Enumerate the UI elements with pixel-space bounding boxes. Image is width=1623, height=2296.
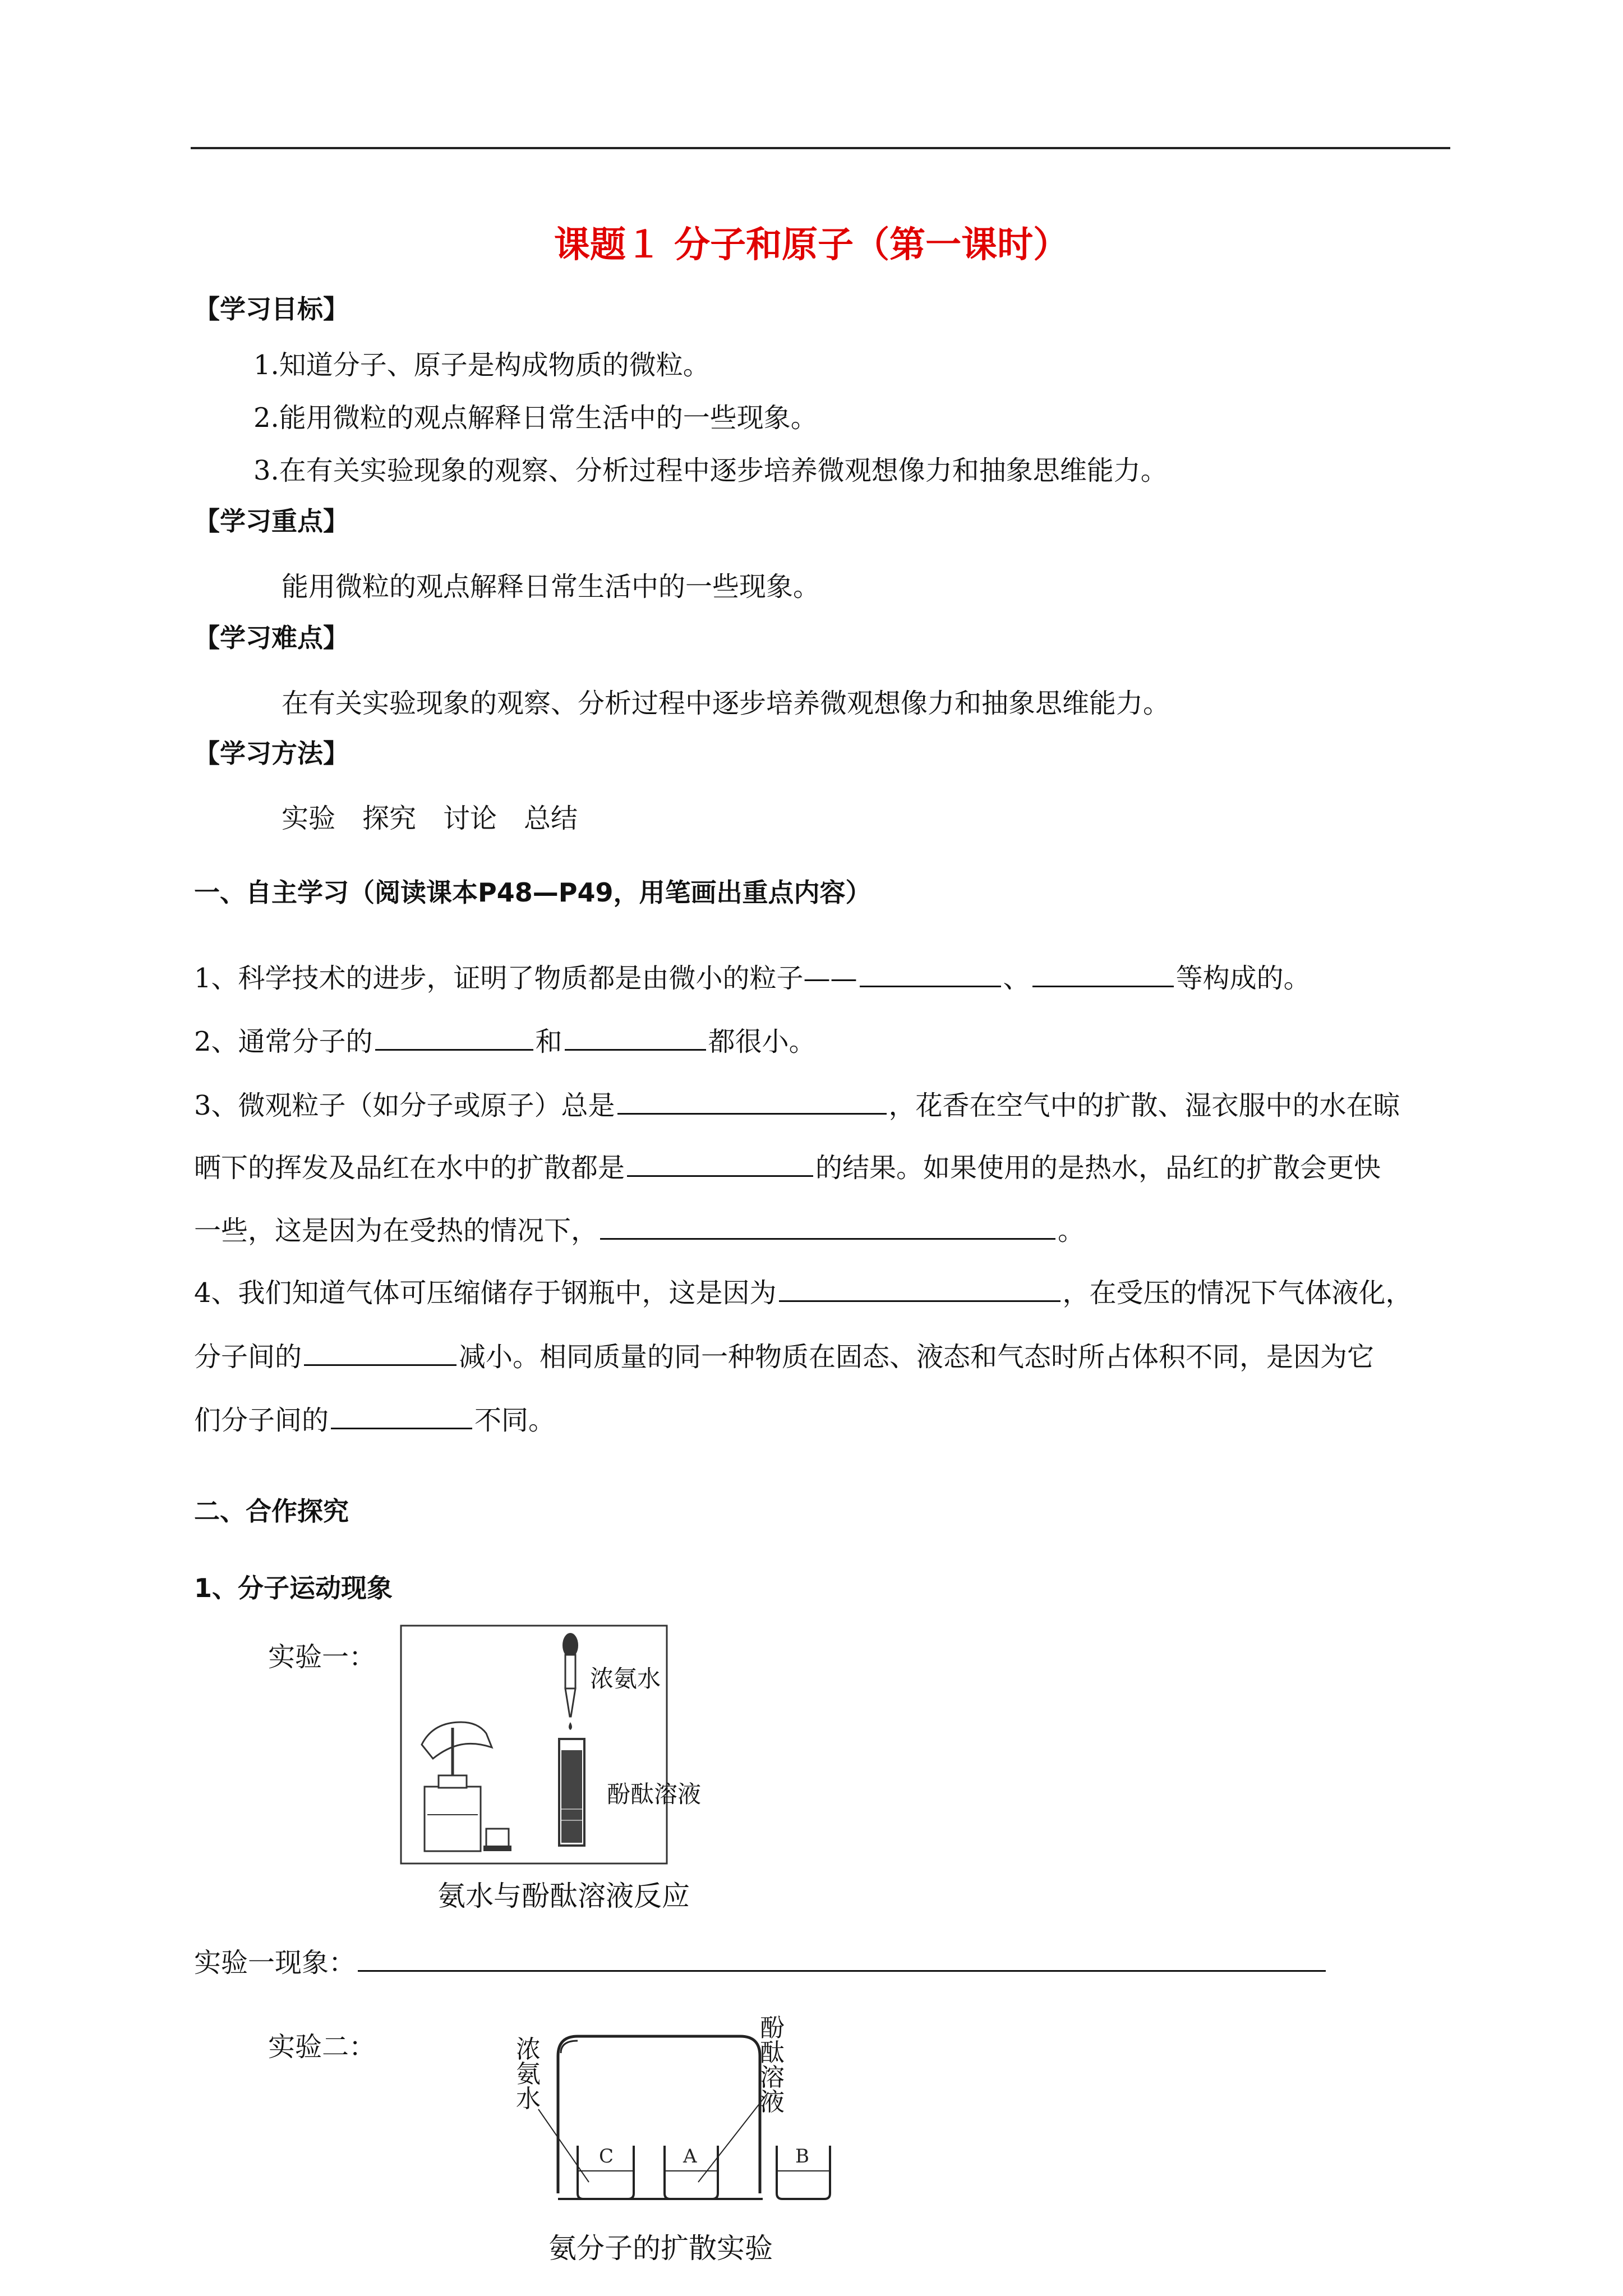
- method-header: 【学习方法】: [194, 738, 349, 769]
- goal-2: 2.能用微粒的观点解释日常生活中的一些现象。: [253, 402, 818, 434]
- exp1-caption: 氨水与酚酞溶液反应: [437, 1880, 690, 1912]
- goals-header: 【学习目标】: [194, 294, 349, 324]
- q1-blank-1[interactable]: [860, 960, 1001, 987]
- question-1: 1、科学技术的进步，证明了物质都是由微小的粒子—— 、 等构成的。: [194, 956, 1311, 995]
- page-title: 课题１ 分子和原子（第一课时）: [554, 224, 1069, 266]
- method-text: 实验 探究 讨论 总结: [282, 803, 578, 834]
- exp1-label-phenolphthalein: 酚酞溶液: [607, 1780, 702, 1808]
- q1-blank-2[interactable]: [1032, 960, 1174, 987]
- exp2-figure: [505, 2014, 852, 2221]
- exp2-ammonia-char-3: 水: [516, 2085, 541, 2113]
- q2-blank-1[interactable]: [375, 1023, 533, 1051]
- beaker-c-label: C: [599, 2145, 614, 2168]
- q4-blank-3[interactable]: [331, 1402, 472, 1429]
- exp1-label-ammonia: 浓氨水: [590, 1665, 661, 1692]
- exp1-phenomenon-blank[interactable]: [358, 1944, 1326, 1972]
- question-4-line-1: 4、我们知道气体可压缩储存于钢瓶中，这是因为 ，在受压的情况下气体液化，: [194, 1271, 1413, 1310]
- exp2-phenol-char-3: 溶: [760, 2063, 785, 2092]
- exp1-label: 实验一：: [268, 1641, 376, 1673]
- beaker-b-label: B: [795, 2145, 809, 2168]
- question-2: 2、通常分子的 和 都很小。: [194, 1020, 816, 1059]
- exp2-label: 实验二：: [268, 2031, 376, 2063]
- difficulty-header: 【学习难点】: [194, 623, 349, 653]
- header-rule: [191, 147, 1450, 149]
- exp2-phenol-char-1: 酚: [760, 2014, 785, 2042]
- exp2-phenol-char-4: 液: [760, 2088, 785, 2116]
- part2-header: 二、合作探究: [194, 1496, 349, 1526]
- q2-blank-2[interactable]: [565, 1023, 706, 1051]
- exp1-phenomenon: 实验一现象：: [194, 1941, 1328, 1980]
- q3-blank-1[interactable]: [617, 1087, 887, 1115]
- exp2-ammonia-char-1: 浓: [516, 2035, 541, 2064]
- exp2-phenol-char-2: 酞: [760, 2039, 785, 2067]
- q4-blank-1[interactable]: [779, 1274, 1061, 1302]
- q3-blank-3[interactable]: [600, 1212, 1055, 1240]
- exp2-caption: 氨分子的扩散实验: [548, 2232, 773, 2265]
- exp1-figure: [399, 1624, 702, 1865]
- q4-blank-2[interactable]: [304, 1338, 457, 1366]
- key-text: 能用微粒的观点解释日常生活中的一些现象。: [282, 571, 820, 602]
- question-3-line-2: 晒下的挥发及品红在水中的扩散都是 的结果。如果使用的是热水，品红的扩散会更快: [194, 1146, 1381, 1185]
- question-4-line-2: 分子间的 减小。相同质量的同一种物质在固态、液态和气态时所占体积不同，是因为它: [194, 1335, 1374, 1374]
- question-4-line-3: 们分子间的 不同。: [194, 1398, 555, 1437]
- question-3-line-3: 一些，这是因为在受热的情况下， 。: [194, 1209, 1085, 1248]
- part2-sub1: 1、分子运动现象: [194, 1573, 393, 1603]
- beaker-a-label: A: [683, 2145, 697, 2168]
- key-header: 【学习重点】: [194, 506, 349, 536]
- part1-header: 一、自主学习（阅读课本P48—P49，用笔画出重点内容）: [194, 877, 872, 908]
- q3-blank-2[interactable]: [627, 1149, 813, 1177]
- question-3-line-1: 3、微观粒子（如分子或原子）总是 ，花香在空气中的扩散、湿衣服中的水在晾: [194, 1084, 1400, 1122]
- exp2-ammonia-char-2: 氨: [516, 2060, 541, 2088]
- difficulty-text: 在有关实验现象的观察、分析过程中逐步培养微观想像力和抽象思维能力。: [282, 688, 1170, 719]
- goal-1: 1.知道分子、原子是构成物质的微粒。: [253, 349, 710, 381]
- goal-3: 3.在有关实验现象的观察、分析过程中逐步培养微观想像力和抽象思维能力。: [253, 455, 1168, 486]
